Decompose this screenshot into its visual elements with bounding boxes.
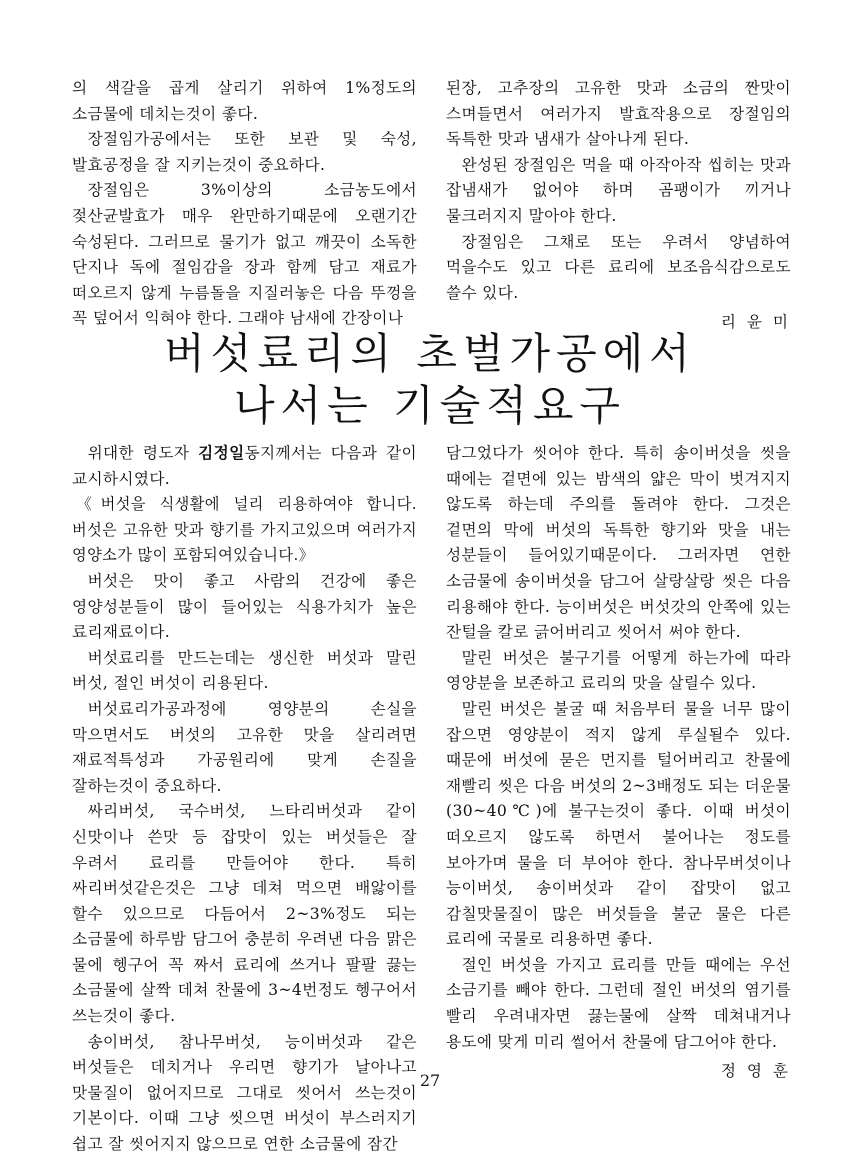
paragraph: 싸리버섯, 국수버섯, 느타리버섯과 같이 신맛이나 쓴맛 등 잡맛이 있는 버섯들은 잘 우려서 료리를 만들어야 한다. 특히 싸리버섯같은것은 그냥 데쳐 먹으면 배앓이를 할수 있으므로 다듬어서 2~3%정도 되는 소금물에 하루밤 담그어 충분히 우려낸 다음 맑은 물에 헹구어 꼭 짜서 료리에 쓰거나 팔팔 끓는 소금물에 살짝 데쳐 찬물에 3~4번정도 헹구어서 쓰는것이 좋다. — [72, 802, 417, 1026]
paragraph: 장절임은 3%이상의 소금농도에서 젖산균발효가 매우 완만하기때문에 오랜기간 숙성된다. 그러므로 물기가 없고 깨끗이 소독한 단지나 독에 절임감을 장과 함께 담고 재료가 떠오르지 않게 누름돌을 지질러놓은 다음 뚜껑을 꼭 덮어서 익혀야 한다. 그래야 남새에 간장이나 — [72, 181, 417, 328]
paragraph: 절인 버섯을 가지고 료리를 만들 때에는 우선 소금기를 빼야 한다. 그런데 절인 버섯의 염기를 빨리 우려내자면 끓는물에 살짝 데쳐내거나 용도에 맞게 미리 썰어서 찬물에 담그어야 한다. — [446, 955, 791, 1051]
paragraph: 버섯은 맛이 좋고 사람의 건강에 좋은 영양성분들이 많이 들어있는 식용가치가 높은 료리재료이다. — [72, 571, 417, 642]
article1-column-left — [72, 76, 417, 332]
title-line-2: 나서는 기술적요구 — [234, 381, 626, 430]
paragraph: 장절임은 그채로 또는 우려서 양념하여 먹을수도 있고 다른 료리에 보조음식감으로도 쓸수 있다. — [446, 232, 791, 302]
article1-column-right — [446, 76, 791, 336]
intro-text: 동지께서는 다음과 같이 교시하시였다. — [72, 444, 417, 488]
quotation: 《버섯을 식생활에 널리 리용하여야 합니다. 버섯은 고유한 맛과 향기를 가지고있으며 여러가지 영양소가 많이 포함되여있습니다.》 — [72, 495, 417, 565]
paragraph: 완성된 장절임은 먹을 때 아작아작 씹히는 맛과 잡냄새가 없어야 하며 곰팽이가 끼거나 물크러지지 말아야 한다. — [446, 155, 791, 225]
paragraph: 버섯료리를 만드는데는 생신한 버섯과 말린 버섯, 절인 버섯이 리용된다. — [72, 648, 417, 693]
article2-column-right — [446, 441, 791, 1085]
title-line-1: 버섯료리의 초벌가공에서 — [164, 329, 696, 378]
paragraph: 의 색갈을 곱게 살리기 위하여 1%정도의 소금물에 데치는것이 좋다. — [72, 79, 417, 123]
paragraph: 말린 버섯은 불구기를 어떻게 하는가에 따라 영양분을 보존하고 료리의 맛을 살릴수 있다. — [446, 648, 791, 693]
paragraph: 장절임가공에서는 또한 보관 및 숙성, 발효공정을 잘 지키는것이 중요하다. — [72, 130, 417, 174]
leader-name: 김정일 — [198, 444, 245, 462]
paragraph: 버섯료리가공과정에 영양분의 손실을 막으면서도 버섯의 고유한 맛을 살리려면 재료적특성과 가공원리에 맞게 손질을 잘하는것이 중요하다. — [72, 699, 417, 795]
article2-title — [0, 328, 860, 432]
article1-author: 리 윤 미 — [720, 313, 791, 332]
page-number: 27 — [419, 1071, 441, 1090]
paragraph: 된장, 고추장의 고유한 맛과 소금의 짠맛이 스며들면서 여러가지 발효작용으로 장절임의 독특한 맛과 냄새가 살아나게 된다. — [446, 79, 791, 149]
intro-text: 위대한 령도자 — [87, 444, 199, 462]
article2-author: 정 영 훈 — [720, 1062, 791, 1081]
intro-paragraph — [72, 441, 417, 492]
paragraph: 송이버섯, 참나무버섯, 능이버섯과 같은 버섯들은 데치거나 우리면 향기가 날아나고 맛물질이 없어지므로 그대로 씻어서 쓰는것이 기본이다. 이때 그냥 씻으면 버섯이 부스러지기 쉽고 잘 씻어지지 않으므로 연한 소금물에 잠간 — [72, 1032, 417, 1154]
paragraph: 담그었다가 씻어야 한다. 특히 송이버섯을 씻을 때에는 겉면에 있는 밤색의 얇은 막이 벗겨지지 않도록 하는데 주의를 돌려야 한다. 그것은 겉면의 막에 버섯의 독특한 향기와 맛을 내는 성분들이 들어있기때문이다. 그러자면 연한 소금물에 송이버섯을 담그어 살랑살랑 씻은 다음 리용해야 한다. 능이버섯은 버섯갓의 안쪽에 있는 잔털을 칼로 긁어버리고 씻어서 써야 한다. — [446, 444, 791, 642]
paragraph: 말린 버섯은 불굴 때 처음부터 물을 너무 많이 잡으면 영양분이 적지 않게 루실될수 있다. 때문에 버섯에 묻은 먼지를 털어버리고 찬물에 재빨리 씻은 다음 버섯의 2~3배정도 되는 더운물(30~40℃)에 불구는것이 좋다. 이때 버섯이 떠오르지 않도록 하면서 불어나는 정도를 보아가며 물을 더 부어야 한다. 참나무버섯이나 능이버섯, 송이버섯과 같이 잡맛이 없고 감칠맛물질이 많은 버섯들을 불군 물은 다른 료리에 국물로 리용하면 좋다. — [446, 699, 791, 949]
article2-column-left — [72, 441, 417, 1158]
